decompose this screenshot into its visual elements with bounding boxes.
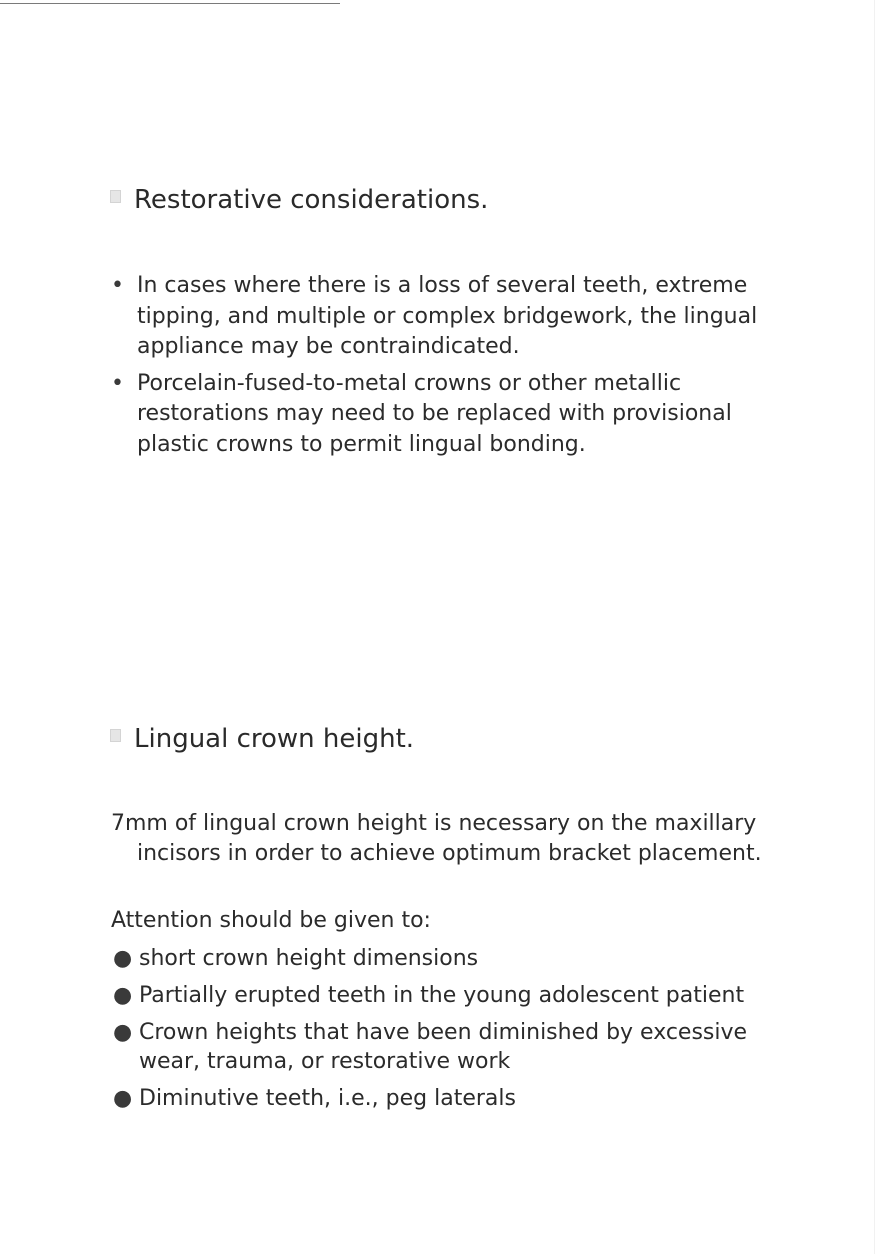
list-item [113, 981, 793, 1010]
list-item [111, 271, 791, 363]
list-item-text: In cases where there is a loss of several teeth, extreme tipping, and multiple or complex bridgework, the lingual appliance may be contraindicated. [137, 273, 758, 359]
list-item-text: Crown heights that have been diminished by excessive wear, trauma, or restorative work [139, 1020, 748, 1074]
section-heading-text: Restorative considerations. [134, 185, 489, 215]
attention-bullet-list [113, 944, 793, 1121]
list-item [113, 1084, 793, 1113]
top-scan-line [0, 3, 340, 4]
bullet-dot-icon: • [111, 370, 124, 396]
restorative-bullet-list [111, 271, 791, 466]
attention-paragraph: Attention should be given to: [111, 908, 431, 933]
heading-bullet-icon [110, 729, 121, 742]
list-item-text: Partially erupted teeth in the young adolescent patient [139, 983, 745, 1008]
list-item [111, 369, 791, 461]
list-item [113, 1018, 793, 1076]
bullet-dot-icon: ● [113, 1086, 133, 1111]
section-heading-text: Lingual crown height. [134, 724, 415, 754]
heading-bullet-icon [110, 190, 121, 203]
bullet-dot-icon: ● [113, 1020, 133, 1045]
section-heading-restorative [110, 185, 488, 215]
bullet-dot-icon: • [111, 273, 124, 298]
section-heading-crown-height [110, 724, 414, 754]
list-item-text: Diminutive teeth, i.e., peg laterals [139, 1086, 516, 1111]
bullet-dot-icon: ● [113, 983, 133, 1008]
list-item [113, 944, 793, 973]
list-item-text: short crown height dimensions [139, 946, 479, 971]
page-edge-shadow [874, 0, 875, 1254]
crown-height-paragraph: 7mm of lingual crown height is necessary on the maxillary incisors in order to achieve optimum bracket placement. [111, 811, 762, 866]
list-item-text: Porcelain-fused-to-metal crowns or other metallic restorations may need to be replaced with provisional plastic crowns to permit lingual bonding. [137, 370, 732, 457]
bullet-dot-icon: ● [113, 946, 133, 971]
